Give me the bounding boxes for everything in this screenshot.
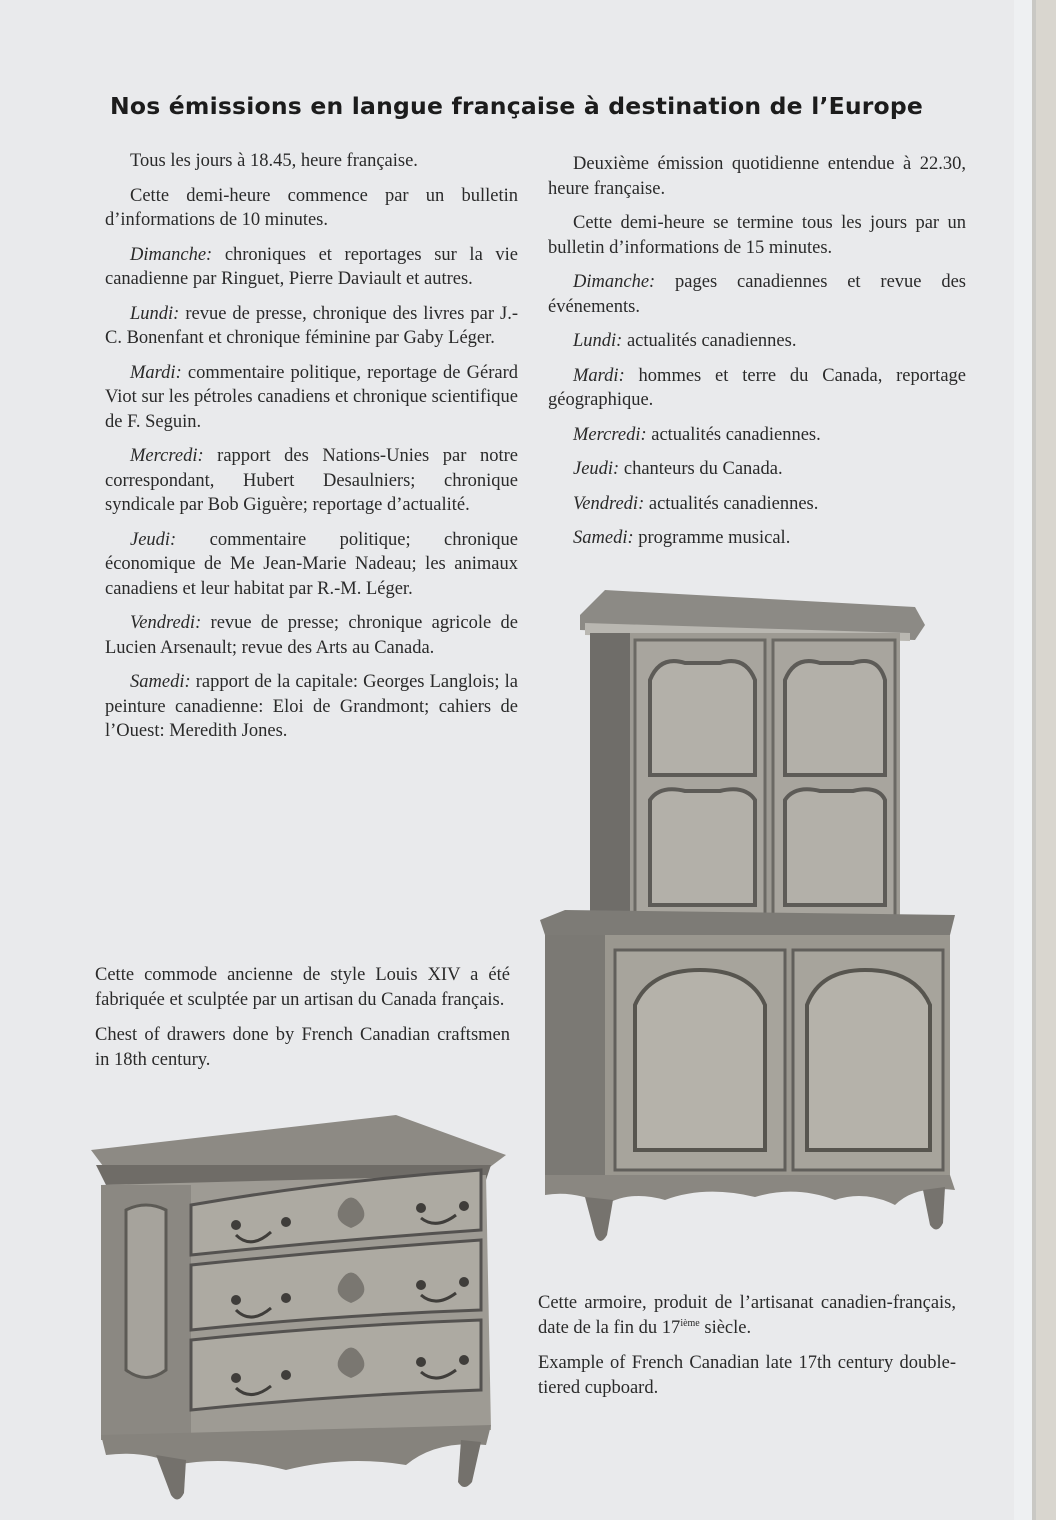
page-title: Nos émissions en langue française à destination de l’Europe: [110, 92, 924, 120]
schedule-day: [105, 361, 518, 435]
day-text: rapport de la capitale: Georges Langlois; la peinture canadienne: Eloi de Grandmont; cahiers de l’Ouest: Meredith Jones.: [105, 672, 518, 741]
schedule-desc: Cette demi-heure se termine tous les jours par un bulletin d’informations de 15 minutes.: [548, 213, 966, 258]
day-label: Vendredi:: [130, 613, 202, 633]
day-label: Samedi:: [130, 672, 191, 692]
caption-french: [538, 1291, 956, 1340]
armoire-photo: [535, 585, 965, 1265]
schedule-desc: Cette demi-heure commence par un bulletin d’informations de 10 minutes.: [105, 185, 518, 230]
caption-english: Chest of drawers done by French Canadian craftsmen in 18th century.: [95, 1025, 510, 1070]
left-column: [105, 149, 518, 754]
day-text: commentaire politique, reportage de Gérard Viot sur les pétroles canadiens et chronique scientifique de F. Seguin.: [105, 362, 518, 432]
schedule-intro: Deuxième émission quotidienne entendue à 22.30, heure française.: [548, 154, 966, 199]
commode-photo: [86, 1110, 516, 1510]
day-label: Jeudi:: [573, 459, 620, 479]
schedule-day: [548, 329, 966, 354]
day-text: chanteurs du Canada.: [619, 459, 783, 479]
schedule-day: [548, 526, 966, 551]
day-text: commentaire politique; chronique économique de Me Jean-Marie Nadeau; les animaux canadiens et leur habitat par R.-M. Léger.: [105, 529, 518, 599]
day-text: actualités canadiennes.: [646, 424, 821, 445]
day-label: Mardi:: [573, 365, 625, 386]
day-text: chroniques et reportages sur la vie canadienne par Ringuet, Pierre Daviault et autres.: [105, 244, 518, 289]
day-label: Samedi:: [573, 528, 634, 548]
day-label: Lundi:: [130, 303, 180, 324]
day-text: revue de presse; chronique agricole de Lucien Arsenault; revue des Arts au Canada.: [105, 613, 518, 658]
schedule-day: [105, 243, 518, 292]
schedule-day: [105, 670, 518, 744]
commode-caption: [95, 963, 510, 1083]
day-label: Dimanche:: [573, 272, 656, 292]
schedule-day: [548, 457, 966, 482]
armoire-caption: [538, 1291, 956, 1411]
caption-text-end: siècle.: [699, 1317, 752, 1338]
caption-english: Example of French Canadian late 17th century double-tiered cupboard.: [538, 1353, 956, 1398]
schedule-day: [548, 364, 966, 413]
day-label: Jeudi:: [130, 529, 177, 550]
schedule-day: [105, 528, 518, 602]
day-text: programme musical.: [633, 528, 791, 548]
schedule-day: [548, 492, 966, 517]
schedule-day: [105, 302, 518, 351]
day-label: Mardi:: [130, 362, 182, 383]
day-label: Mercredi:: [130, 446, 204, 466]
caption-text: Cette armoire, produit de l’artisanat canadien-français, date de la fin du 17: [538, 1293, 956, 1338]
day-label: Vendredi:: [573, 493, 645, 514]
day-text: pages canadiennes et revue des événements.: [548, 272, 966, 317]
right-column: [548, 152, 966, 561]
day-label: Mercredi:: [573, 424, 647, 445]
schedule-day: [548, 423, 966, 448]
schedule-day: [548, 270, 966, 319]
schedule-day: [105, 444, 518, 518]
schedule-day: [105, 611, 518, 660]
ordinal-suffix: ième: [680, 1317, 700, 1329]
day-text: hommes et terre du Canada, reportage géographique.: [548, 365, 966, 410]
day-text: actualités canadiennes.: [644, 493, 819, 514]
day-text: rapport des Nations-Unies par notre correspondant, Hubert Desaulniers; chronique syndicale par Bob Giguère; reportage d’actualité.: [105, 446, 518, 515]
page-edge: [1014, 0, 1056, 1520]
day-label: Lundi:: [573, 331, 623, 351]
day-text: revue de presse, chronique des livres par J.-C. Bonenfant et chronique féminine par Gaby Léger.: [105, 303, 518, 348]
schedule-intro: Tous les jours à 18.45, heure française.: [130, 151, 418, 171]
caption-french: Cette commode ancienne de style Louis XIV a été fabriquée et sculptée par un artisan du Canada français.: [95, 965, 510, 1010]
day-label: Dimanche:: [130, 244, 213, 265]
day-text: actualités canadiennes.: [622, 331, 797, 351]
